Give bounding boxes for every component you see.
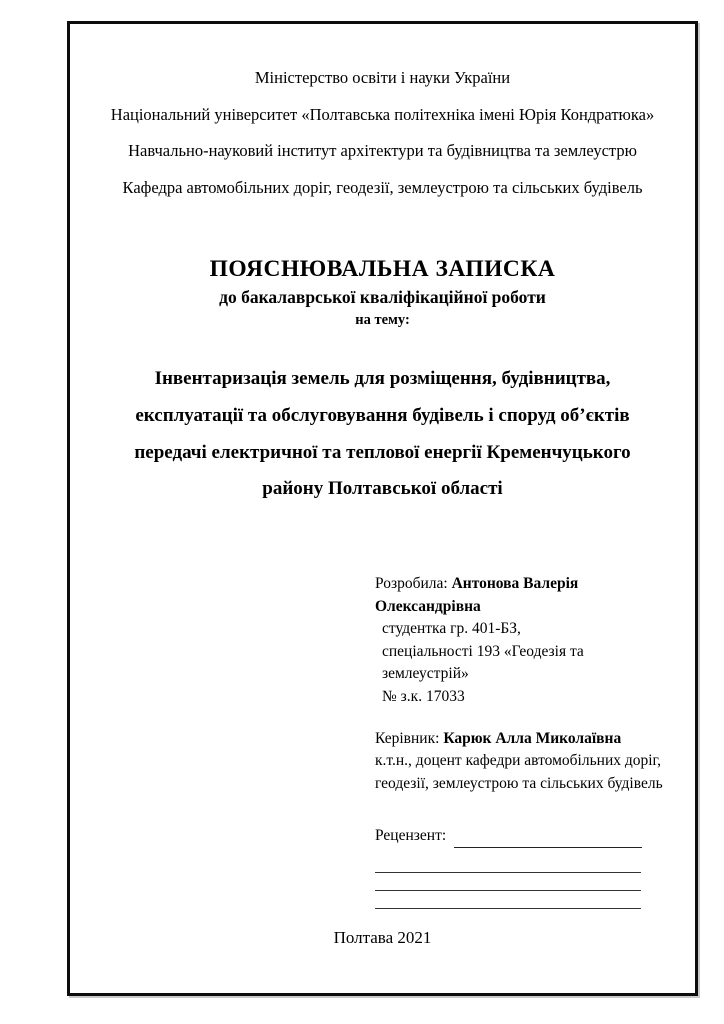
topic-label: на тему: (355, 312, 410, 328)
supervisor-name: Карюк Алла Миколаївна (443, 729, 622, 747)
thesis-topic (70, 361, 695, 508)
author-line (375, 573, 670, 618)
university-line: Національний університет «Полтавська політехніка імені Юрія Кондратюка» (110, 104, 655, 124)
document-title: ПОЯСНЮВАЛЬНА ЗАПИСКА (209, 256, 556, 282)
signature-blank-line (375, 891, 641, 909)
supervisor-block (375, 728, 670, 796)
signature-blank-line (375, 855, 641, 873)
signature-blank-line (375, 873, 641, 891)
ministry-line: Міністерство освіти і науки України (254, 68, 511, 87)
author-label: Розробила: (375, 575, 448, 592)
supervisor-detail: геодезії, землеустрою та сільських будівель (375, 774, 663, 792)
author-detail: № з.к. 17033 (382, 687, 465, 705)
reviewer-label: Рецензент: (375, 827, 447, 845)
supervisor-detail: к.т.н., доцент кафедри автомобільних доріг, (375, 752, 662, 770)
credits-column (375, 573, 670, 909)
reviewer-signature-blank (454, 829, 642, 848)
author-detail: спеціальності 193 «Геодезія та землеустрій» (382, 642, 584, 683)
supervisor-line (375, 728, 670, 751)
page-border-frame (67, 21, 698, 996)
author-name: Антонова Валерія Олександрівна (375, 575, 579, 615)
document-subtitle: до бакалаврської кваліфікаційної роботи (219, 287, 546, 307)
reviewer-block (375, 825, 670, 909)
topic-line: Інвентаризація земель для розміщення, будівництва, (154, 368, 611, 389)
author-detail: студентка гр. 401-БЗ, (382, 620, 521, 638)
author-block (375, 573, 670, 709)
topic-line: району Полтавської області (262, 478, 503, 500)
institute-line: Навчально-науковий інститут архітектури та будівництва та землеустрю (128, 141, 637, 160)
department-line: Кафедра автомобільних доріг, геодезії, землеустрою та сільських будівель (122, 177, 643, 197)
city-year: Полтава 2021 (333, 928, 432, 947)
topic-line: передачі електричної та теплової енергії Кременчуцького (134, 441, 631, 463)
title-block (70, 256, 695, 329)
reviewer-line (375, 825, 670, 848)
supervisor-label: Керівник: (375, 729, 440, 747)
institution-header (70, 60, 695, 206)
topic-line: експлуатації та обслуговування будівель і споруд об’єктів (135, 404, 630, 426)
